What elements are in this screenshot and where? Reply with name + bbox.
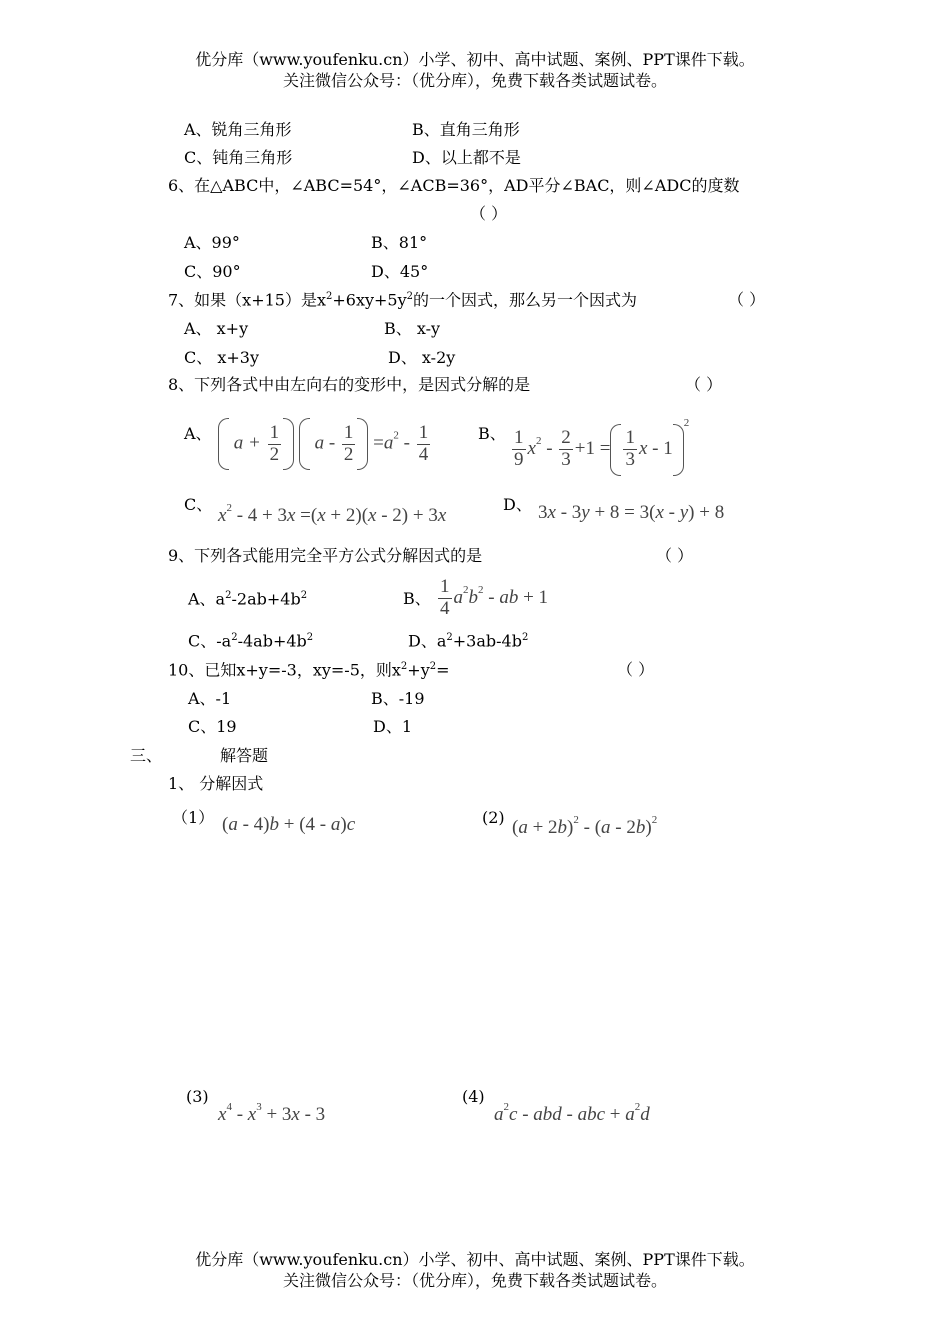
q7-option-a: A、 x+y: [184, 319, 249, 338]
q5-option-d: D、以上都不是: [412, 148, 521, 167]
problem-4-formula: $a^2c$ - abd - abc + $a^2d$: [494, 1101, 650, 1125]
problem-1-formula: (a - 4)b + (4 - a)c: [222, 814, 356, 835]
footer-line-2: 关注微信公众号：（优分库），免费下载各类试题试卷。: [282, 1271, 667, 1290]
q7-option-c: C、 x+3y: [184, 348, 259, 367]
q8-option-b-label: B、: [478, 424, 506, 443]
problem-2-label: (2): [482, 808, 505, 827]
problem-3-formula: $x^4 - x^3 + 3x - 3$: [218, 1101, 326, 1125]
problem-1-label: （1）: [172, 808, 215, 827]
q5-option-a: A、锐角三角形: [184, 120, 292, 139]
section-three-title: 解答题: [220, 746, 269, 765]
q10-stem: 10、已知x+y=-3，xy=-5，则$x^2+y^2=$: [168, 660, 450, 680]
q7-option-d: D、 x-2y: [388, 348, 456, 367]
q6-answer-bracket: （ ）: [470, 204, 508, 223]
subsection-1-title: 1、 分解因式: [168, 774, 264, 793]
problem-3-label: (3): [186, 1087, 209, 1106]
section-three-number: 三、: [130, 746, 163, 765]
q8-option-c-formula: $x^2 - 4 + 3x =(x + 2)(x - 2) + 3x$: [218, 502, 447, 526]
problem-2-formula: $(a + 2b)^2 - (a - 2b)^2$: [512, 814, 658, 838]
q8-option-a-formula: a + $\frac{1}{2}$ a - $\frac{1}{2}$ $=a^2$ - $\frac{1}{4}$: [218, 418, 432, 470]
q6-stem: 6、在△ABC中，∠ABC=54°，∠ACB=36°，AD平分∠BAC，则∠ADC的度数: [168, 176, 740, 195]
q10-option-a: A、-1: [188, 689, 232, 708]
q5-option-b: B、直角三角形: [412, 120, 520, 139]
header-line-2: 关注微信公众号：（优分库），免费下载各类试题试卷。: [282, 71, 667, 90]
q7-option-b: B、 x-y: [384, 319, 441, 338]
q6-option-a: A、99°: [184, 233, 240, 252]
q9-answer-bracket: （ ）: [656, 546, 694, 565]
q8-option-c-label: C、: [184, 495, 213, 514]
problem-4-label: (4): [462, 1087, 485, 1106]
q6-option-b: B、81°: [371, 233, 428, 252]
q9-option-d: D、$a^2+3ab-4b^2$: [408, 631, 529, 651]
q8-stem: 8、下列各式中由左向右的变形中，是因式分解的是: [168, 375, 531, 394]
q9-option-c: C、$-a^2-4ab+4b^2$: [188, 631, 314, 651]
q7-answer-bracket: （ ）: [728, 290, 766, 309]
q8-option-b-formula: $\frac{1}{9}$ $x^2$ - $\frac{2}{3}$ +1 = $\frac{1}{3}$ x - $1^2$: [510, 418, 689, 476]
q9-option-b-formula: $\frac{1}{4}$ $a^2b^2$ - ab + 1: [440, 576, 549, 619]
q7-stem: 7、如果（x+15）是$x^2+6xy+5y^2$的一个因式，那么另一个因式为: [168, 290, 638, 310]
footer-line-1: 优分库（www.youfenku.cn）小学、初中、高中试题、案例、PPT课件下载。: [195, 1250, 755, 1269]
q8-option-a-label: A、: [184, 424, 212, 443]
q8-answer-bracket: （ ）: [685, 375, 723, 394]
header-line-1: 优分库（www.youfenku.cn）小学、初中、高中试题、案例、PPT课件下载。: [195, 50, 755, 69]
q6-option-d: D、45°: [371, 262, 429, 281]
q10-option-d: D、1: [373, 717, 413, 736]
q9-stem: 9、下列各式能用完全平方公式分解因式的是: [168, 546, 483, 565]
q8-option-d-label: D、: [503, 495, 532, 514]
q10-option-c: C、19: [188, 717, 237, 736]
q6-option-c: C、90°: [184, 262, 241, 281]
q8-option-d-formula: 3x - 3y + 8 = 3(x - y) + 8: [538, 502, 725, 523]
q5-option-c: C、钝角三角形: [184, 148, 293, 167]
q9-option-b-label: B、: [403, 589, 431, 608]
q10-option-b: B、-19: [371, 689, 425, 708]
q10-answer-bracket: （ ）: [617, 660, 655, 679]
q9-option-a: A、$a^2-2ab+4b^2$: [188, 589, 308, 609]
